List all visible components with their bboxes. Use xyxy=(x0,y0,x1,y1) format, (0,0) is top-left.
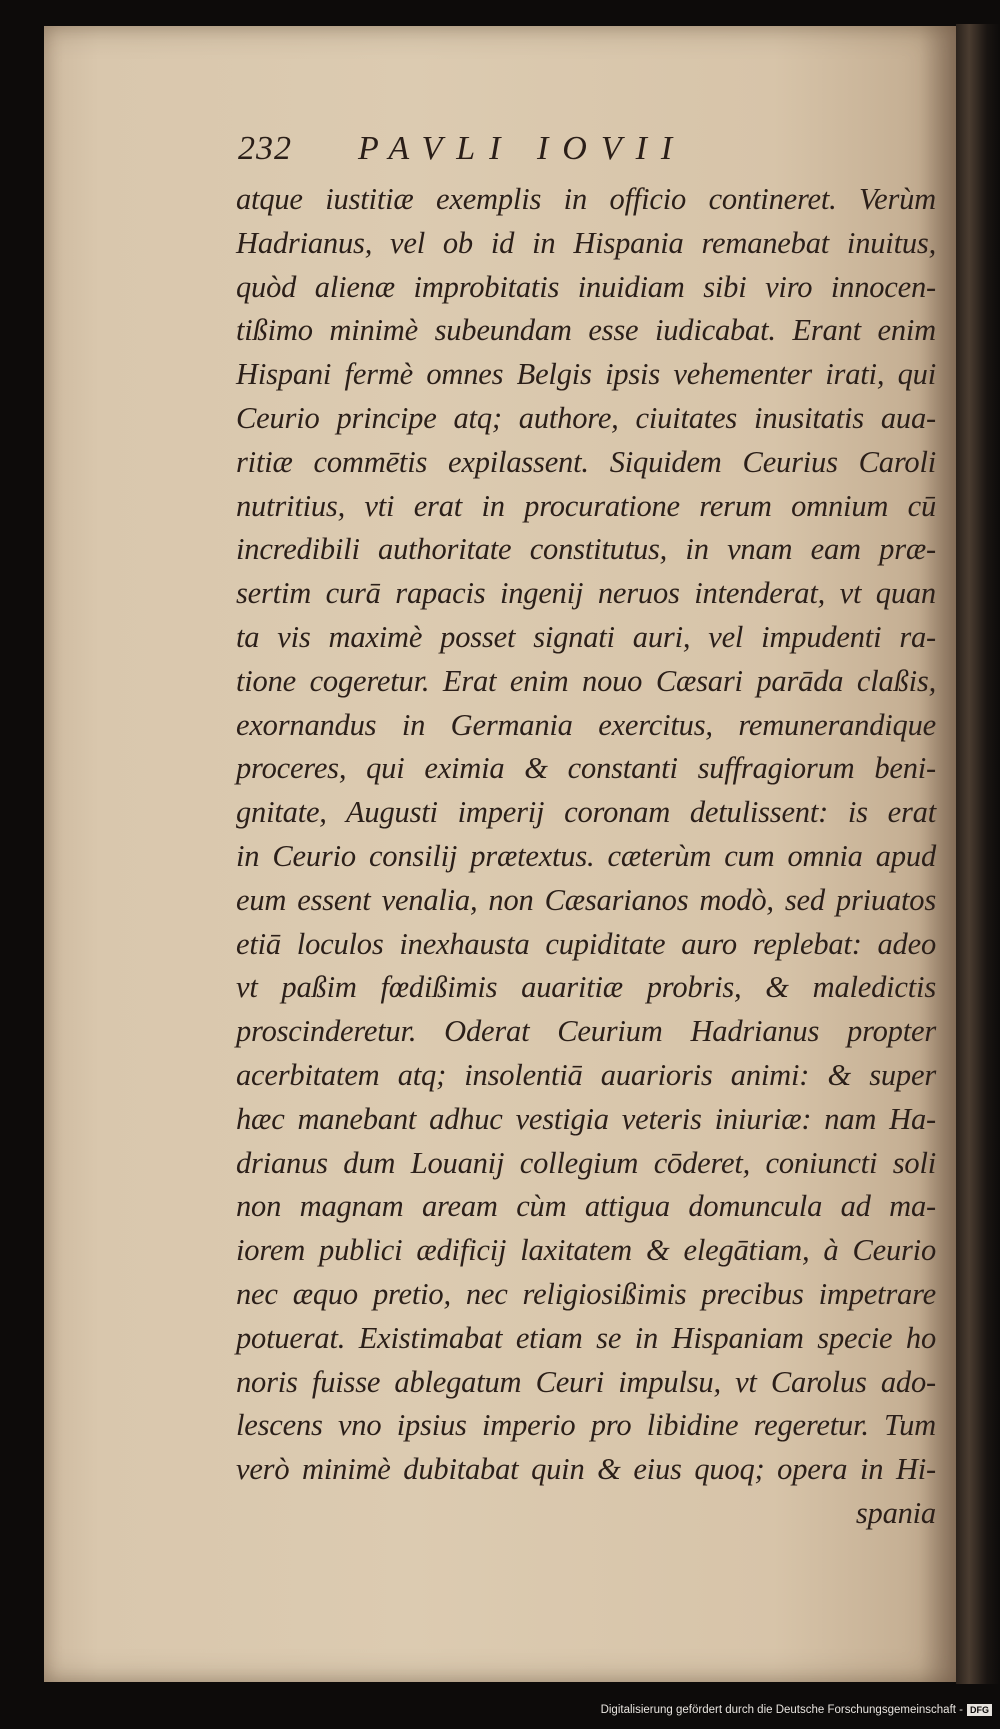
text-line: lescens vno ipsius imperio pro libidine regeretur. Tum xyxy=(236,1408,936,1443)
text-line: tione cogeretur. Erat enim nouo Cæsari parāda claßis, xyxy=(236,663,936,698)
dfg-logo: DFG xyxy=(967,1704,992,1716)
text-line: spania xyxy=(855,1495,936,1530)
text-line: noris fuisse ablegatum Ceuri impulsu, vt Carolus ado- xyxy=(236,1364,936,1399)
page-header xyxy=(238,130,938,176)
book-gutter-edge xyxy=(956,24,1000,1684)
body-text xyxy=(236,178,936,1536)
text-line: hæc manebant adhuc vestigia veteris iniuriæ: nam Ha- xyxy=(236,1101,936,1136)
text-line: tißimo minimè subeundam esse iudicabat. Erant enim xyxy=(236,313,936,348)
text-line: in Ceurio consilij prætextus. cæterùm cum omnia apud xyxy=(236,838,936,873)
text-line: proceres, qui eximia & constanti suffragiorum beni- xyxy=(236,751,936,786)
text-line: ta vis maximè posset signati auri, vel impudenti ra- xyxy=(236,619,936,654)
text-line: vt paßim fœdißimis auaritiæ probris, & maledictis xyxy=(236,970,936,1005)
text-line: exornandus in Germania exercitus, remunerandique xyxy=(236,707,936,742)
text-line: Hadrianus, vel ob id in Hispania remanebat inuitus, xyxy=(236,225,936,260)
text-line: drianus dum Louanij collegium cōderet, coniuncti soli xyxy=(236,1145,936,1180)
digitization-credit xyxy=(601,1704,992,1716)
credit-text: Digitalisierung gefördert durch die Deutsche Forschungsgemeinschaft - xyxy=(600,1704,963,1716)
text-line: iorem publici ædificij laxitatem & elegātiam, à Ceurio xyxy=(236,1233,936,1268)
text-line: nec æquo pretio, nec religiosißimis precibus impetrare xyxy=(236,1276,936,1311)
running-head: PAVLI IOVII xyxy=(358,130,687,167)
text-line: nutritius, vti erat in procuratione rerum omnium cū xyxy=(236,488,936,523)
text-line: verò minimè dubitabat quin & eius quoq; opera in Hi- xyxy=(236,1452,936,1487)
text-line: etiā loculos inexhausta cupiditate auro replebat: adeo xyxy=(236,926,936,961)
text-line: acerbitatem atq; insolentiā auarioris animi: & super xyxy=(236,1057,936,1092)
text-line: Ceurio principe atq; authore, ciuitates inusitatis aua- xyxy=(236,400,936,435)
text-line: quòd alienæ improbitatis inuidiam sibi viro innocen- xyxy=(236,269,936,304)
text-line: atque iustitiæ exemplis in officio contineret. Verùm xyxy=(236,182,936,216)
text-line: potuerat. Existimabat etiam se in Hispaniam specie ho xyxy=(236,1320,936,1355)
text-line: Hispani fermè omnes Belgis ipsis vehementer irati, qui xyxy=(236,357,936,392)
text-line: non magnam aream cùm attigua domuncula ad ma- xyxy=(236,1189,936,1224)
text-line: gnitate, Augusti imperij coronam detulissent: is erat xyxy=(236,795,936,830)
text-line: incredibili authoritate constitutus, in vnam eam præ- xyxy=(236,532,936,567)
text-line: eum essent venalia, non Cæsarianos modò, sed priuatos xyxy=(236,882,936,917)
text-line: ritiæ commētis expilassent. Siquidem Ceurius Caroli xyxy=(236,444,936,479)
page-number: 232 xyxy=(238,130,292,167)
text-line: proscinderetur. Oderat Ceurium Hadrianus propter xyxy=(236,1014,936,1049)
text-line: sertim curā rapacis ingenij neruos intenderat, vt quan xyxy=(236,576,936,611)
